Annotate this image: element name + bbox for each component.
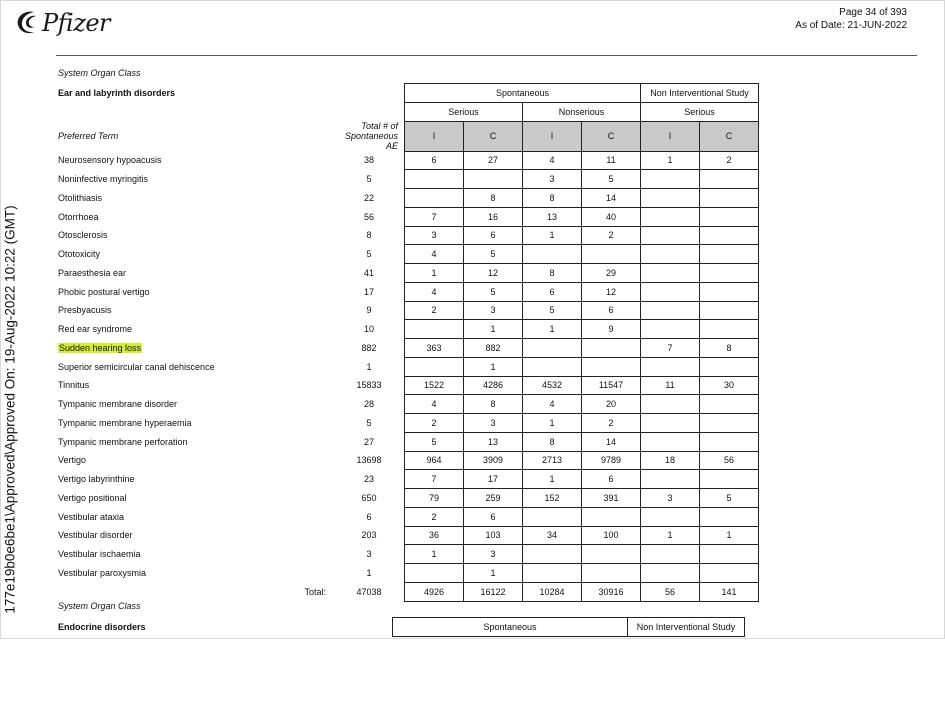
- total-ae-value: 1: [366, 567, 372, 578]
- count-cell: [641, 470, 700, 489]
- table-row: [56, 189, 759, 208]
- total-ae-value: 28: [363, 399, 374, 410]
- preferred-term: Vertigo positional: [58, 492, 127, 503]
- total-ae-value: 23: [363, 474, 374, 485]
- table-row: [56, 282, 759, 301]
- nis-serious-header: Serious: [641, 102, 759, 121]
- preferred-term: Vertigo: [58, 455, 87, 466]
- preferred-term: Tympanic membrane perforation: [58, 436, 188, 447]
- count-cell: 1: [523, 226, 582, 245]
- preferred-term: Ototoxicity: [58, 249, 101, 260]
- page-info: [795, 6, 907, 32]
- count-cell: [700, 470, 759, 489]
- header-row-1: [56, 84, 759, 103]
- preferred-term: Presbyacusis: [58, 305, 112, 316]
- table-row: [56, 432, 759, 451]
- total-ae-value: 38: [363, 155, 374, 166]
- spontaneous-header: Spontaneous: [405, 84, 641, 103]
- header-row-2: [56, 102, 759, 121]
- count-cell: [700, 245, 759, 264]
- count-cell: [405, 357, 464, 376]
- count-cell: 27: [464, 151, 523, 170]
- count-cell: 6: [523, 282, 582, 301]
- count-cell: 363: [405, 339, 464, 358]
- count-cell: 3: [464, 414, 523, 433]
- table-row: [56, 507, 759, 526]
- count-cell: 4: [405, 282, 464, 301]
- total-ae-value: 1: [366, 361, 372, 372]
- table-row: [56, 470, 759, 489]
- count-cell: 103: [464, 526, 523, 545]
- count-cell: 18: [641, 451, 700, 470]
- count-cell: 29: [582, 264, 641, 283]
- count-cell: 5: [523, 301, 582, 320]
- table-row: [56, 207, 759, 226]
- logo-text: Pfizer: [42, 9, 111, 37]
- count-cell: 259: [464, 489, 523, 508]
- count-cell: [641, 189, 700, 208]
- total-ae-value: 9: [366, 305, 372, 316]
- count-cell: 5: [700, 489, 759, 508]
- spontaneous-header-2: Spontaneous: [393, 618, 628, 637]
- table-row: [56, 170, 759, 189]
- count-cell: 40: [582, 207, 641, 226]
- count-cell: 3909: [464, 451, 523, 470]
- count-cell: 5: [464, 245, 523, 264]
- count-cell: [405, 189, 464, 208]
- count-cell: 30: [700, 376, 759, 395]
- preferred-term: Phobic postural vertigo: [58, 286, 150, 297]
- total-cell: 16122: [464, 582, 523, 601]
- preferred-term-header: Preferred Term: [58, 131, 119, 141]
- total-ae-value: 203: [361, 530, 377, 541]
- count-cell: 8: [700, 339, 759, 358]
- count-cell: [641, 414, 700, 433]
- total-ae-value: 5: [366, 417, 372, 428]
- preferred-term: Otosclerosis: [58, 230, 108, 241]
- preferred-term: Superior semicircular canal dehiscence: [58, 361, 215, 372]
- count-cell: 17: [464, 470, 523, 489]
- preferred-term: Otolithiasis: [58, 192, 103, 203]
- count-cell: 12: [464, 264, 523, 283]
- count-cell: 20: [582, 395, 641, 414]
- total-ae-value: 3: [366, 549, 372, 560]
- soc-name: Ear and labyrinth disorders: [58, 87, 176, 98]
- count-cell: [641, 545, 700, 564]
- grand-total: 47038: [356, 586, 382, 597]
- total-ae-value: 5: [366, 249, 372, 260]
- count-cell: [700, 545, 759, 564]
- count-cell: 1: [464, 564, 523, 583]
- count-cell: [700, 189, 759, 208]
- count-cell: [641, 207, 700, 226]
- count-cell: 6: [464, 226, 523, 245]
- pfizer-logo: [14, 4, 110, 42]
- count-cell: 6: [405, 151, 464, 170]
- count-cell: 9789: [582, 451, 641, 470]
- count-cell: [641, 282, 700, 301]
- count-cell: 5: [405, 432, 464, 451]
- count-cell: [405, 170, 464, 189]
- count-cell: [700, 395, 759, 414]
- count-cell: 4286: [464, 376, 523, 395]
- count-cell: [700, 207, 759, 226]
- header-rule: [56, 55, 917, 56]
- count-cell: 12: [582, 282, 641, 301]
- preferred-term: Otorrhoea: [58, 211, 99, 222]
- highlighted-term: Sudden hearing loss: [59, 342, 142, 353]
- serious-header: Serious: [405, 102, 523, 121]
- preferred-term: Vestibular paroxysmia: [58, 567, 147, 578]
- preferred-term: Tympanic membrane hyperaemia: [58, 417, 192, 428]
- count-cell: [641, 301, 700, 320]
- count-cell: 4: [523, 395, 582, 414]
- count-cell: [641, 170, 700, 189]
- total-ae-value: 5: [366, 174, 372, 185]
- table-row: [56, 414, 759, 433]
- count-cell: 13: [464, 432, 523, 451]
- table-row: [56, 564, 759, 583]
- count-cell: [523, 545, 582, 564]
- count-cell: [582, 357, 641, 376]
- count-cell: [523, 357, 582, 376]
- table-row: [56, 376, 759, 395]
- total-label: Total:: [304, 586, 326, 597]
- table-row: [56, 301, 759, 320]
- count-cell: [641, 320, 700, 339]
- nis-header-2: Non Interventional Study: [628, 618, 745, 637]
- count-cell: 7: [405, 207, 464, 226]
- count-cell: 4: [405, 245, 464, 264]
- nonserious-header: Nonserious: [523, 102, 641, 121]
- count-cell: [641, 564, 700, 583]
- count-cell: [405, 564, 464, 583]
- total-ae-value: 27: [363, 436, 374, 447]
- preferred-term: Paraesthesia ear: [58, 267, 127, 278]
- count-cell: 7: [641, 339, 700, 358]
- count-cell: [641, 507, 700, 526]
- total-ae-value: 882: [361, 342, 377, 353]
- count-cell: 8: [523, 189, 582, 208]
- count-cell: 4532: [523, 376, 582, 395]
- total-ae-value: 22: [363, 192, 374, 203]
- adverse-events-table: [56, 83, 759, 602]
- count-cell: 16: [464, 207, 523, 226]
- count-cell: [641, 357, 700, 376]
- count-cell: 5: [582, 170, 641, 189]
- count-cell: 8: [523, 432, 582, 451]
- count-cell: 2713: [523, 451, 582, 470]
- count-cell: 2: [582, 226, 641, 245]
- total-cell: 30916: [582, 582, 641, 601]
- count-cell: 14: [582, 189, 641, 208]
- nis-header: Non Interventional Study: [641, 84, 759, 103]
- count-cell: 79: [405, 489, 464, 508]
- count-cell: [523, 507, 582, 526]
- total-ae-value: 8: [366, 230, 372, 241]
- preferred-term: Neurosensory hypoacusis: [58, 155, 162, 166]
- count-cell: 3: [405, 226, 464, 245]
- total-ae-value: 17: [363, 286, 374, 297]
- sub-col-header: C: [582, 121, 641, 151]
- count-cell: [582, 564, 641, 583]
- count-cell: 2: [405, 414, 464, 433]
- table-row: [56, 226, 759, 245]
- count-cell: 1522: [405, 376, 464, 395]
- sub-col-header: C: [464, 121, 523, 151]
- count-cell: [700, 170, 759, 189]
- count-cell: 56: [700, 451, 759, 470]
- count-cell: 3: [641, 489, 700, 508]
- soc-label: System Organ Class: [58, 68, 141, 78]
- count-cell: [641, 395, 700, 414]
- count-cell: 1: [523, 320, 582, 339]
- total-row: [56, 582, 759, 601]
- count-cell: [700, 320, 759, 339]
- preferred-term: [56, 339, 338, 358]
- count-cell: 4: [405, 395, 464, 414]
- preferred-term: Noninfective myringitis: [58, 174, 149, 185]
- count-cell: [700, 282, 759, 301]
- endocrine-table: [56, 617, 745, 637]
- count-cell: 1: [523, 414, 582, 433]
- count-cell: [700, 432, 759, 451]
- count-cell: [641, 264, 700, 283]
- preferred-term: Vertigo labyrinthine: [58, 474, 135, 485]
- count-cell: [641, 245, 700, 264]
- count-cell: 152: [523, 489, 582, 508]
- count-cell: 13: [523, 207, 582, 226]
- endocrine-header-row: [56, 618, 745, 637]
- preferred-term: Tinnitus: [58, 380, 90, 391]
- table-row: [56, 320, 759, 339]
- sub-col-header: I: [523, 121, 582, 151]
- page-number: Page 34 of 393: [839, 7, 907, 18]
- count-cell: [523, 339, 582, 358]
- count-cell: 1: [405, 264, 464, 283]
- count-cell: 3: [464, 545, 523, 564]
- table-row: [56, 526, 759, 545]
- count-cell: 34: [523, 526, 582, 545]
- table-row: [56, 245, 759, 264]
- sub-col-header: C: [700, 121, 759, 151]
- count-cell: 11: [582, 151, 641, 170]
- count-cell: [582, 245, 641, 264]
- count-cell: 36: [405, 526, 464, 545]
- sub-col-header: I: [641, 121, 700, 151]
- total-ae-value: 56: [363, 211, 374, 222]
- preferred-term: Vestibular ischaemia: [58, 549, 141, 560]
- count-cell: 8: [464, 189, 523, 208]
- count-cell: 1: [464, 357, 523, 376]
- count-cell: 1: [464, 320, 523, 339]
- count-cell: 3: [464, 301, 523, 320]
- count-cell: 882: [464, 339, 523, 358]
- approval-watermark: 177e19b0e6be1\Approved\Approved On: 19-Aug-2022 10:22 (GMT): [2, 205, 18, 614]
- count-cell: [582, 545, 641, 564]
- table-row: [56, 489, 759, 508]
- count-cell: 1: [641, 151, 700, 170]
- total-ae-value: 13698: [356, 455, 382, 466]
- count-cell: 1: [641, 526, 700, 545]
- count-cell: 8: [464, 395, 523, 414]
- total-ae-header: Total # of Spontaneous AE: [344, 121, 398, 151]
- table-row: [56, 339, 759, 358]
- count-cell: 9: [582, 320, 641, 339]
- count-cell: 3: [523, 170, 582, 189]
- total-ae-value: 41: [363, 267, 374, 278]
- count-cell: [700, 414, 759, 433]
- as-of-date: As of Date: 21-JUN-2022: [795, 20, 907, 31]
- count-cell: [641, 432, 700, 451]
- preferred-term: Red ear syndrome: [58, 324, 133, 335]
- header-row-3: [56, 121, 759, 151]
- count-cell: [582, 507, 641, 526]
- count-cell: 11: [641, 376, 700, 395]
- count-cell: 1: [700, 526, 759, 545]
- preferred-term: Tympanic membrane disorder: [58, 399, 178, 410]
- total-ae-value: 15833: [356, 380, 382, 391]
- table-row: [56, 545, 759, 564]
- soc-label-2: System Organ Class: [58, 601, 141, 611]
- total-ae-value: 650: [361, 492, 377, 503]
- table-row: [56, 357, 759, 376]
- count-cell: [582, 339, 641, 358]
- total-cell: 141: [700, 582, 759, 601]
- table-row: [56, 395, 759, 414]
- count-cell: 6: [582, 301, 641, 320]
- count-cell: [700, 507, 759, 526]
- count-cell: 14: [582, 432, 641, 451]
- count-cell: 6: [464, 507, 523, 526]
- count-cell: 2: [405, 507, 464, 526]
- count-cell: 391: [582, 489, 641, 508]
- count-cell: 964: [405, 451, 464, 470]
- preferred-term: Vestibular ataxia: [58, 511, 125, 522]
- table-row: [56, 264, 759, 283]
- total-ae-value: 6: [366, 511, 372, 522]
- total-cell: 56: [641, 582, 700, 601]
- table-row: [56, 151, 759, 170]
- total-ae-value: 10: [363, 324, 374, 335]
- count-cell: 6: [582, 470, 641, 489]
- count-cell: 5: [464, 282, 523, 301]
- count-cell: 1: [405, 545, 464, 564]
- count-cell: 100: [582, 526, 641, 545]
- count-cell: [700, 564, 759, 583]
- count-cell: 2: [405, 301, 464, 320]
- count-cell: 4: [523, 151, 582, 170]
- count-cell: [700, 226, 759, 245]
- count-cell: [523, 564, 582, 583]
- sub-col-header: I: [405, 121, 464, 151]
- count-cell: 11547: [582, 376, 641, 395]
- count-cell: 2: [700, 151, 759, 170]
- count-cell: [405, 320, 464, 339]
- count-cell: [523, 245, 582, 264]
- preferred-term: Vestibular disorder: [58, 530, 133, 541]
- table-row: [56, 451, 759, 470]
- count-cell: 7: [405, 470, 464, 489]
- count-cell: [641, 226, 700, 245]
- count-cell: 2: [582, 414, 641, 433]
- count-cell: 8: [523, 264, 582, 283]
- count-cell: [464, 170, 523, 189]
- total-cell: 10284: [523, 582, 582, 601]
- soc-name-2: Endocrine disorders: [58, 622, 146, 632]
- count-cell: [700, 301, 759, 320]
- count-cell: [700, 264, 759, 283]
- count-cell: 1: [523, 470, 582, 489]
- pfizer-swirl-icon: [14, 8, 40, 38]
- total-cell: 4926: [405, 582, 464, 601]
- count-cell: [700, 357, 759, 376]
